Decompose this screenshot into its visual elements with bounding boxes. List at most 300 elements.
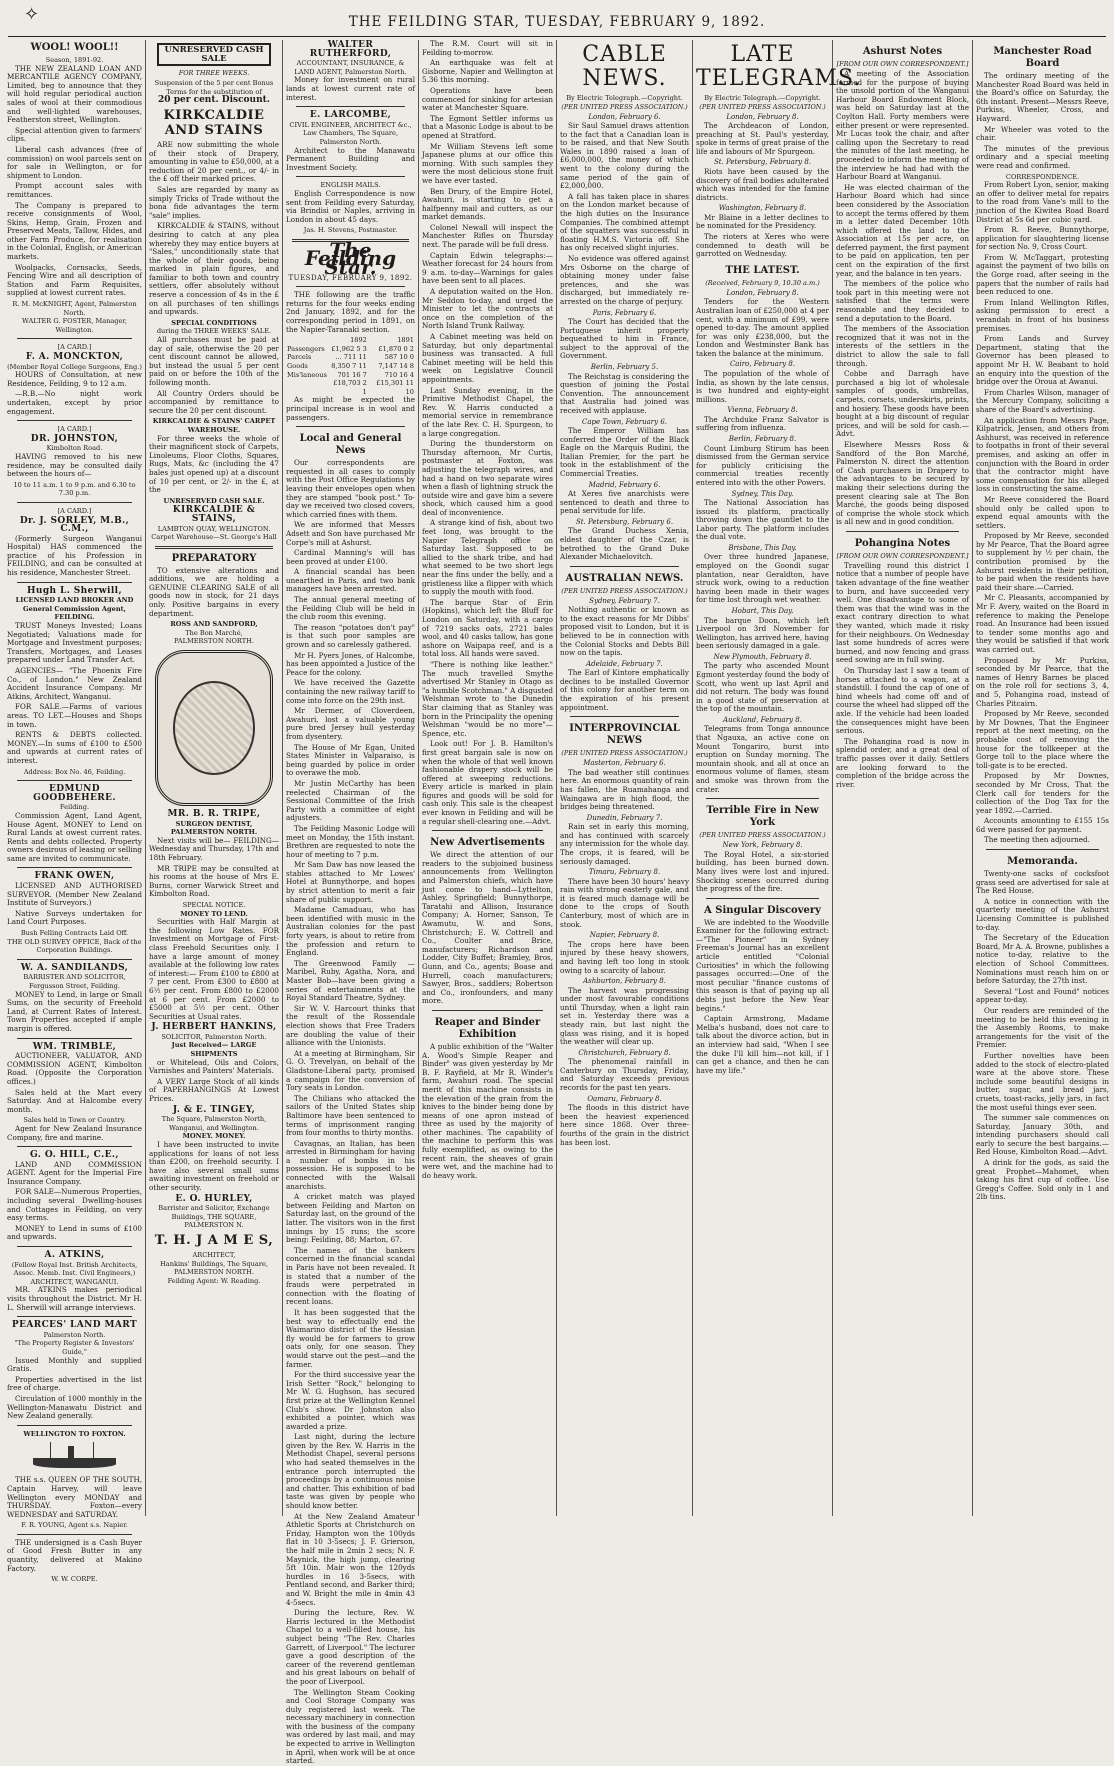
dateline-napier: Napier, February 8. <box>589 931 660 940</box>
dateline-madrid: Madrid, February 6. <box>588 480 661 489</box>
monckton-body: HOURS of Consultation, at new Residence, Feilding, 9 to 12 a.m. <box>7 370 142 388</box>
road-board-paragraph: Proposed by Mr Reeve, seconded by Mr Downes, That the Engineer report at the next meeting, on the probable cost of removing the house for the tollkeeper at the Gorge toll to the place where the toll-gate is to be erected. <box>976 709 1109 770</box>
masthead <box>0 0 1114 34</box>
traffic-cell: £18,703 2 1 <box>333 379 367 396</box>
traffic-cell: 710 16 4 <box>384 370 414 379</box>
rutherford-body: Money for investment on rural lands at lowest current rate of interest. <box>286 75 415 102</box>
local-paragraph: A financial scandal has been unearthed in Paris, and two bank managers have been arrested. <box>286 567 415 594</box>
thj-name: T. H. J A M E S, <box>154 1232 274 1248</box>
local-paragraph: Cavagnas, an Italian, has been arrested in Birmingham for having a number of bombs in his possession. He is supposed to be connected with the Walsall anarchists. <box>286 1138 415 1191</box>
local-paragraph: The House of Mr Egan, United States Minister in Valparaiso, is being guarded by police in order to overawe the mob. <box>286 742 415 778</box>
cable-paragraph: The Emperor William has conferred the Order of the Black Eagle on the Marquis Rudini, the Italian Premier, for the part he took in the establishment of the Commercial Treaties. <box>560 426 689 478</box>
local-paragraph: The annual general meeting of the Feilding Club will be held in the club room this evening. <box>286 595 415 622</box>
trimble-name: WM. TRIMBLE, <box>32 1041 117 1052</box>
traffic-header-cell: 1891 <box>397 336 414 345</box>
latest-heading: THE LATEST. <box>725 264 800 276</box>
editorial-dateline: TUESDAY, FEBRUARY 9, 1892. <box>288 273 413 282</box>
road-board-paragraph: The meeting then adjourned. <box>984 835 1090 845</box>
memoranda-paragraph: The summer sale commences on Saturday, January 30th, and intending purchasers should call early to secure the best bargains.—Red House, Kimbolton Road.—Advt. <box>976 1113 1109 1157</box>
dateline-cairo: Cairo, February 8. <box>729 360 796 369</box>
interprovincial-heading: INTERPROVINCIAL NEWS <box>569 723 680 747</box>
telegrams-byline: By Electric Telegraph.—Copyright. <box>704 94 821 102</box>
dateline-auckland: Auckland, February 8. <box>723 715 802 724</box>
unreserved-sale-heading: UNRESERVED CASH SALE <box>157 43 271 66</box>
sherwill-agencies: AGENCIES— "The Phoenix Fire Co., of London." New Zealand Accident Insurance Company. Mr Atkins, Architect, Wanganui. <box>7 666 142 701</box>
pearces-place: Palmerston North. <box>43 1330 106 1339</box>
memoranda-paragraph: Further novelties have been added to the stock of electro-plated ware at the above store. These include some beautiful designs in butter, sugar, and bread jars, cruets, toast-racks, jelly jars, in fact the most useful things ever seen. <box>976 1050 1109 1112</box>
local-paragraph: At a meeting at Birmingham, Sir G. O. Trevelyan, on behalf of the Gladstone-Liberal party, promised a campaign for the conversion of Tory seats in London. <box>286 1048 415 1093</box>
hankins-name: J. HERBERT HANKINS, <box>151 1022 277 1033</box>
rutherford-name: WALTER RUTHERFORD, <box>309 40 392 59</box>
conditions-heading: SPECIAL CONDITIONS <box>171 318 257 327</box>
memoranda-paragraph: The Secretary of the Education Board, Mr A. A. Browne, publishes a notice to-day, relative to the election of School Committees. Nominations must reach him on or before Saturday, the 27th inst. <box>976 933 1110 986</box>
telegram-paragraph: Count Limburg Stirum has been dismissed from the German service for publicly criticising the commercial treaties recently entered into with the other Powers. <box>696 443 829 487</box>
dateline-london: London, February 6. <box>588 112 661 121</box>
wool-company: The Company is prepared to receive consignments of Wool, Skins, Hemp, Grain, Frozen and Preserved Meats, Tallow, Hides, and other Farm Produce, for realisation in the Colonial, English, or American markets. <box>7 200 142 262</box>
pohangina-paragraph: On Thursday last I saw a team of horses attached to a wagon, at a standstill. I found the cap of one of hind wheels had come off and of course the wheel had slipped off the axle. If the vehicle had been loaded the consequences might have been serious. <box>836 666 969 736</box>
money2-body: I have been instructed to invite applications for loans of not less than £200, on freehold security. I have also several small sums awaiting investment on freehold or other security. <box>149 1140 279 1192</box>
road-board-paragraph: From W. McTaggart, protesting against the payment of two bills on the Gorge road, after seeing in the papers that the number of rails had been reduced to one. <box>976 252 1109 297</box>
masthead-rule <box>8 36 1106 37</box>
separator <box>17 1425 132 1426</box>
conditions-body: All purchases must be paid at day of sale, otherwise the 20 per cent discount cannot be allowed, but instead the usual 5 per cent paid on or before the 10th of the following month. <box>149 335 279 387</box>
goodbehere-place: Feilding. <box>59 803 90 812</box>
news-paragraph: An earthquake was felt at Gisborne, Napier and Wellington at 5.36 this morning. <box>422 58 553 85</box>
kirkcaldie-body: Sales are regarded by many as simply Tricks of Trade without the bona fide advantages the term "sale" implies. <box>149 184 279 220</box>
news-paragraph: Last Sunday evening, in the Primitive Methodist Chapel, the Rev. W. Harris conducted a memorial service in remembrance of the late Rev. C. H. Spurgeon, to a large congregation. <box>422 385 553 438</box>
separator <box>17 959 132 960</box>
news-paragraph: Look out! For J. B. Hamilton's first great bargain sale is now on when the whole of that well known fashionable drapery stock will be offered at sweeping reductions. Every article is marked in plain figures and goods will be sold for cash only. This sale is the cheapest ever known in Feilding and will be a regular shell-clearing one.—Advt. <box>422 739 553 826</box>
road-board-paragraph: The minutes of the previous ordinary and a special meeting were read and confirmed. <box>976 143 1109 170</box>
traffic-total-row <box>286 379 415 396</box>
traffic-cell: Parcels <box>287 353 312 362</box>
separator <box>17 1316 132 1317</box>
mails-signature: Jas. H. Stevens, Postmaster. <box>303 226 398 235</box>
pohangina-sub: [FROM OUR OWN CORRESPONDENT.] <box>836 551 969 560</box>
sandilands-body: MONEY to Lend, in large or Small Sums, on the security of Freehold Land, at Current Rates of Interest. Town Properties accepted if ample margin is offered. <box>7 989 142 1033</box>
separator <box>706 898 819 899</box>
australian-news-heading: AUSTRALIAN NEWS. <box>565 572 684 584</box>
dateline-adelaide: Adelaide, February 7. <box>586 659 663 668</box>
traffic-row <box>286 345 415 354</box>
steamer-body: THE s.s. QUEEN OF THE SOUTH, Captain Harvey, will leave Wellington every MONDAY and THURSDAY. Foxton—every WEDNESDAY and SATURDAY. <box>7 1475 142 1519</box>
carpet-body: For three weeks the whole of their magnificent stock of Carpets, Linoleums, Floor Cloths, Squares, Rugs, Mats, &c (including the 47 bales just opened up) at a discount of 10 per cent, or 2/- in the £, at the <box>149 433 279 495</box>
traffic-cell: ... 711 11 <box>335 353 367 362</box>
sandilands-name: W. A. SANDILANDS, <box>20 962 129 973</box>
pearces-issued: Issued Monthly and supplied Gratis. <box>7 1355 142 1374</box>
separator <box>17 780 132 781</box>
money-body: Securities with Half Margin at the following Low Rates. FOR Investment on Mortgage of First-class Freehold Securities only. I have a large amount of money available at the following low rates of interest:— From £100 to £800 at 7 per cent. From £300 to £800 at 6½ per cent. From £800 to £2000 at 6 per cent. From £2000 to £5000 at 5½ per cent. Other Securities at Usual rates. <box>149 917 279 1021</box>
dateline-cape: Cape Town, February 6. <box>582 417 667 426</box>
cable-news-heading: CABLE NEWS. <box>582 42 667 91</box>
separator <box>17 338 132 339</box>
dateline-new-plymouth: New Plymouth, February 8. <box>713 652 812 661</box>
telegram-paragraph: Tenders for the Western Australian loan of £250,000 at 4 per cent, with a minimum of £99, were opened to-day. The amount applied for was only £238,000, but the London and Westminster Bank has taken the balance at the minimum. <box>696 297 829 358</box>
road-board-paragraph: From Charles Wilson, manager of the Mercury Company, soliciting a share of the Board's advertising. <box>976 387 1109 414</box>
road-board-paragraph: Proposed by Mr Downes, seconded by Mr Cross, That the Clerk call for tenders for the collection of the Dog Tax for the year 1892.—Carried. <box>976 771 1109 815</box>
local-paragraph: The Wellington Steam Cooking and Cool Storage Company was duly registered last week. The necessary machinery in connection with the business of the company was ordered by last mail, and may be expected to arrive in Wellington in April, when work will be at once started. <box>286 1687 415 1766</box>
correspondence-heading: CORRESPONDENCE. <box>1005 172 1080 181</box>
local-paragraph: The names of the bankers concerned in the financial scandal in Paris have not been revealed. It is stated that a number of the frauds were perpetrated in connection with the floating of recent loans. <box>286 1245 415 1307</box>
interprovincial-assoc: (PER UNITED PRESS ASSOCIATION.) <box>561 749 688 758</box>
local-paragraph: We are informed that Messrs Adsett and Son have purchased Mr Corpe's mill at Ashurst. <box>286 520 415 547</box>
column-6 <box>693 40 862 1518</box>
memoranda-paragraph: Several "Lost and Found" notices appear to-day. <box>976 986 1109 1005</box>
sherwill-body: TRUST Moneys Invested; Loans Negotiated; Valuations made for Mortgage and Investment purposes; Transfers, Mortgages, and Leases prepared under Land Transfer Act. <box>7 621 142 665</box>
preparatory-body: TO extensive alterations and additions, we are holding a GENUINE CLEARING SALE of all goods now in stock, for 21 days only. Positive bargains in every department. <box>149 565 279 618</box>
johnston-hours: 10 to 11 a.m. 1 to 9 p.m. and 6.30 to 7.30 p.m. <box>13 480 136 498</box>
traffic-cell: £1,870 0 2 <box>378 344 414 353</box>
sherwill-name: Hugh L. Sherwill, <box>26 585 123 596</box>
separator <box>17 1534 132 1535</box>
cable-paragraph: The Court has decided that the Portuguese inherit property bequeathed to him in France, subject to the approval of the Government. <box>560 317 689 361</box>
telegram-paragraph: The Archdeacon of London, preaching at St. Paul's yesterday, spoke in terms of great praise of the life and labours of Mr Spurgeon. <box>696 121 830 156</box>
news-paragraph: The R.M. Court will sit in Feilding to-morrow. <box>422 39 553 57</box>
larcombe-name: E. LARCOMBE, <box>309 110 392 121</box>
ashurst-paragraph: Elsewhere Messrs Ross & Sandford of the Bon Marché, Palmerston N. direct the attention of Cash purchasers in Drapery to the advantages to be secured by making their selections during the present clearing sale at The Bon Marché, the goods being disposed of comprise the whole stock which is all new and in good condition. <box>836 439 969 527</box>
sorley-name: Dr. J. SORLEY, M.B., C.M., <box>19 515 130 535</box>
goodbehere-body: Commission Agent, Land Agent, House Agent. MONEY to Lend on Rural Lands at owest current rates. Rents and debts collected. Property owners desirous of leasing or selling same are invited to communicate. <box>7 810 142 863</box>
dateline-oamaru: Oamaru, February 8. <box>587 1094 662 1103</box>
telegram-paragraph: The rioters at Xeres who were condemned to death will be garrotted on Wednesday. <box>696 232 829 259</box>
hankins-shipments: Just Received— LARGE SHIPMENTS <box>171 1041 257 1059</box>
johnston-body: HAVING removed to his new residence, may be consulted daily between the hours of— <box>7 451 142 479</box>
kirkcaldie-body: KIRKCALDIE & STAINS, without desiring to catch at any plea whereby they may entice buyers at "Sales," unconditionally state that the whole of their goods, being marked in plain figures, and familiar to both town and country settlers, offer absolutely without reserve a concession of 4s in the £ on all purchases of ten shillings and upwards. <box>149 221 279 317</box>
local-paragraph: We have received the Gazette containing the new railway tariff to come into force on the 29th inst. <box>286 678 415 705</box>
fire-heading: Terrible Fire in New York <box>706 805 819 829</box>
steamer-heading: WELLINGTON TO FOXTON. <box>23 1429 126 1438</box>
column-5 <box>557 40 692 1518</box>
local-paragraph: Mr Justin McCarthy has been reelected Chairman of the Sessional Committee of the Irish Party with a committee of eight adjusters. <box>286 778 415 823</box>
cable-paragraph: The Earl of Kintore emphatically declines to be installed Governor of this colony for another term on the expiration of his present appointment. <box>560 668 689 712</box>
sorley-body: (Formerly Surgeon Wanganui Hospital) HAS commenced the practice of his Profession in FEILDING, and can be consulted at his residence, Manchester Street. <box>7 533 142 578</box>
column-3 <box>283 40 418 1766</box>
johnston-name: DR. JOHNSTON, <box>30 433 119 444</box>
traffic-row <box>286 371 415 380</box>
wool-heading: WOOL! WOOL!! <box>30 42 119 53</box>
news-paragraph: The barque Star of Erin (Hopkins), which left the Bluff for London on Saturday, with a cargo of 7219 sacks oats, 2721 bales wool, and 40 casks tallow, has gone ashore on Waipapa reef, and is a total loss. All hands were saved. <box>422 597 553 659</box>
separator <box>17 867 132 868</box>
pohangina-paragraph: The Pohangina road is now in splendid order, and a great deal of traffic passes over it daily. Settlers are looking forward to the completion of the bridge across the river. <box>836 736 969 789</box>
telegram-paragraph: The party who ascended Mount Egmont yesterday found the body of Scott, who went up last April and did not return. The body was found in a good state of preservation at the top of the mountain. <box>696 661 829 714</box>
separator <box>155 546 273 549</box>
country-orders: All Country Orders should be accompanied by remittance to secure the 20 per cent discount. <box>149 388 279 415</box>
preparatory-heading: PREPARATORY <box>171 552 257 564</box>
kirkcaldie-body: ARE now submitting the whole of their stock of Drapery, amounting in value to £50,000, at a reduction of 20 per cent., or 4/- in the £ off their marked prices. <box>149 139 279 184</box>
goodbehere-name: EDMUND GOODBEHERE. <box>33 784 116 803</box>
local-paragraph: Madame Camaduau, who has been identified with music in the Australian colonies for the past forty years, is about to retire from the profession and return to England. <box>286 905 415 958</box>
telegram-paragraph: Riots have been caused by the discovery of frail bodies adulterated which was intended for the famine districts. <box>696 166 829 202</box>
dateline-london: London, February 8. <box>726 288 799 297</box>
pearces-guide: "The Property Register & Investors' Guide," <box>14 1339 135 1356</box>
traffic-intro: THE following are the traffic returns for the four weeks ending 2nd January, 1892, and for the corresponding period in 1891, on the Napier-Taranaki section. <box>286 290 415 334</box>
separator <box>296 176 405 177</box>
column-8 <box>973 40 1112 1518</box>
local-news-heading: Local and General News <box>299 433 402 457</box>
trimble-country: Sales held in Town or Country. <box>23 1116 126 1125</box>
traffic-row <box>286 362 415 371</box>
newspaper-title: THE FEILDING STAR, TUESDAY, FEBRUARY 9, 1892. <box>348 14 766 30</box>
cable-paragraph: The harvest was progressing under most favourable conditions until Thursday, when a light rain set in. Yesterday there was a steady rain, but last night the glass was rising, and it is hoped the weather will clear up. <box>560 985 689 1047</box>
hill-sale: FOR SALE—Numerous Properties, including several Dwelling-houses and Cottages in Feilding, on very easy terms. <box>7 1187 142 1223</box>
atkins-name: A. ATKINS, <box>44 1250 105 1261</box>
cable-paragraph: The Reichstag is considering the question of joining the Postal Convention. The announcement that Australia had joined was received with applause. <box>560 371 689 415</box>
dateline-masterton: Masterton, February 6. <box>583 759 666 768</box>
dateline-hobart: Hobart, This Day. <box>731 607 794 616</box>
traffic-table <box>286 336 415 396</box>
road-board-paragraph: From Lands and Survey Department, stating that the Governor has been pleased to appoint Mr H. W. Beabant to hold an enquiry into the question of the bridge over the Oroua at Awanui. <box>976 334 1109 387</box>
owen-body: LICENSED AND AUTHORISED SURVEYOR. (Member New Zealand Institute of Surveyors.) <box>7 881 142 908</box>
sherwill-title: LICENSED LAND BROKER AND General Commission Agent, FEILDING. <box>15 596 134 622</box>
kirkcaldie-heading: KIRKCALDIE AND STAINS <box>163 107 265 138</box>
cable-paragraph: Sir Saul Samuel draws attention to the fact that a Canadian loan is to be raised, and that New South Wales in 1890 raised a loan of £6,000,000, the money of which went to the colony during the same period of the gain of £2,000,000. <box>560 121 689 191</box>
traffic-cell: Goods <box>287 362 308 370</box>
traffic-cell: 7,147 14 8 <box>378 362 414 370</box>
news-paragraph: Captain Edwin telegraphs:—Weather forecast for 24 hours from 9 a.m. to-day—Warnings for gales have been sent to all places. <box>422 250 553 286</box>
news-paragraph: During the thunderstorm on Thursday afternoon, Mr Curtis, postmaster at Foxton, was adjusting the telegraph wires, and had a hand on two separate wires when a flash of lightning struck the outside wire and gave him a severe shock, which caused him a good deal of inconvenience. <box>422 439 553 517</box>
separator <box>17 1038 132 1039</box>
dateline-paris: Paris, February 6. <box>592 308 657 317</box>
local-paragraph: The Greenwood Family — Maribel, Ruby, Agatha, Nora, and Master Bob—have been giving a series of entertainments at the Royal Standard Theatre, Sydney. <box>286 958 415 1003</box>
corpe-signature: W. W. CORPE. <box>51 1575 98 1584</box>
road-board-paragraph: From Robert Lyon, senior, making an offer to deliver metal for repairs to the road from Vane's mill to the junction of the Kiwitea Road Board District at 5s 6d per cubic yard. <box>976 180 1109 224</box>
separator <box>17 1146 132 1147</box>
ashurst-paragraph: The members of the police who took part in this meeting were not satisfied that the terms were reasonable and they decided to send a deputation to the Board. <box>836 279 969 323</box>
cable-paragraph: Rain set in early this morning, and has continued with scarcely any intermission for the whole day. The crops, it is feared, will be seriously damaged. <box>560 822 689 866</box>
column-2 <box>146 40 282 1518</box>
cable-paragraph: At Xeres five anarchists were sentenced to death and three to penal servitude for life. <box>560 489 689 516</box>
hurley-name: E. O. HURLEY, <box>175 1193 253 1204</box>
local-paragraph: Our correspondents are requested in all cases to comply with the Post Office Regulations by leaving their envelopes open when they are stamped "book post." To-day we received two closed covers, which carried fines with them. <box>286 458 415 519</box>
money2-heading: MONEY. MONEY. <box>182 1132 246 1141</box>
dateline-brisbane: Brisbane, This Day. <box>728 543 797 552</box>
telegram-paragraph: The Royal Hotel, a six-storied building, has been burned down. Many lives were lost and injured. Shocking scenes occurred during the progress of the fire. <box>696 849 829 894</box>
dateline-vienna: Vienna, February 8. <box>727 406 798 415</box>
sherwill-address: Address: Box No. 46, Feilding. <box>23 767 126 776</box>
cable-paragraph: Nothing authentic or known as to the exact reasons for Mr Dibbs' proposed visit to London, but it is believed to be in connection with the Colonial Stocks and Debts Bill now on the tapis. <box>560 605 689 658</box>
survey-office: THE OLD SURVEY OFFICE, Back of the Corporation Buildings. <box>7 937 142 955</box>
dateline-st-petersburg: St. Petersburg, February 8. <box>713 158 812 167</box>
mails-heading: ENGLISH MAILS. <box>320 181 381 190</box>
wool-prompt: Prompt account sales with remittances. <box>7 181 142 199</box>
memoranda-heading: Memoranda. <box>1007 856 1078 868</box>
dateline-london: London, February 8. <box>726 112 799 121</box>
ashurst-paragraph: A meeting of the Association formed for the purpose of buying the unsold portion of the Wanganui Harbour Board Endowment Block, was held on Saturday last at the Coylton Hall. Forty members were either present or were represented. Mr Lucas took the chair, and after calling upon the Secretary to read the minutes of the last meeting, he proceeded to inform the meeting of the interview he had had with the Harbour Board at Wanganui. <box>836 69 969 182</box>
local-paragraph: Sir W. V. Harcourt thinks that the result of the Rossendale election shows that Free Traders are doubling the value of their alliance with the Unionists. <box>286 1003 415 1048</box>
johnston-place: Kimbolton Road. <box>46 444 103 453</box>
local-paragraph: The reason "potatoes don't pay" is that such poor samples are grown and so carelessly gathered. <box>286 622 415 650</box>
telegram-paragraph: Telegrams from Tonga announce that Ngauxa, an active cone on Mount Tongariro, burst into eruption on Sunday morning. The mountain shook, and all at once an enormous volume of flames, steam and smoke was thrown from the crater. <box>696 724 829 794</box>
australian-assoc: (PER UNITED PRESS ASSOCIATION.) <box>561 586 688 595</box>
sale-intro: Suspension of the 5 per cent Bonus Terms for the substitution of <box>154 79 274 96</box>
dateline-berlin: Berlin, February 8. <box>728 435 797 444</box>
steamer-illustration <box>13 1442 136 1472</box>
sherwill-farms: FOR SALE.—Farms of various areas. TO LET.—Houses and Shops in town. <box>7 702 142 729</box>
local-paragraph: The Feilding Masonic Lodge will meet on Monday, the 15th instant. Brethren are requested to note the hour of meeting to 7 p.m. <box>286 823 415 859</box>
unreserved-sale-sub: FOR THREE WEEKS. <box>178 69 250 78</box>
thj-address: Hankins' Buildings, The Square, PALMERSTON NORTH. <box>160 1259 268 1277</box>
memoranda-paragraph: A drink for the gods, as said the great Prophet—Mahomet, when taking his first cup of coffee. Use Gregg's Coffee. Sold only in 1 and 2lb tins. <box>976 1158 1109 1202</box>
dateline-sydney: Sydney, This Day. <box>731 489 794 498</box>
owen-name: FRANK OWEN, <box>34 871 115 882</box>
traffic-cell <box>286 379 328 396</box>
hankins-title: SOLICITOR, Palmerston North. <box>161 1032 267 1041</box>
atkins-body: (Fellow Royal Inst. British Architects, Assoc. Memb. Inst. Civil Engineers,) ARCHITECT, WANGANUI. <box>11 1260 138 1286</box>
cable-paragraph: A fall has taken place in shares on the London market because of the high duties on the Insurance Companies. The combined attempt of the squatters was successful in floating H.M.S. Victoria off. She has only received slight injuries. <box>560 191 689 253</box>
telegram-paragraph: Mr Blaine in a letter declines to be nominated for the Presidency. <box>696 212 829 231</box>
sandilands-title: BARRISTER AND SOLICITOR, Fergusson Street, Feilding. <box>23 973 126 990</box>
wool-advances: Special attention given to farmers' clips. <box>7 125 142 144</box>
cable-paragraph: The bad weather still continues here. An enormous quantity of rain has fallen, the Ruamahanga and Waingawa are in high flood, the bridges being threatened. <box>560 767 689 812</box>
news-paragraph: A deputation waited on the Hon. Mr Seddon to-day, and urged the Minister to let the contracts at once on the completion of the North Island Trunk Railway. <box>422 287 553 331</box>
tingey-place: The Square, Palmerston North, Wanganui, and Wellington. <box>161 1115 267 1132</box>
card-label: [A CARD.] <box>57 425 92 434</box>
trimble-body: AUCTIONEER, VALUATOR, AND COMMISSION AGENT, Kimbolton Road. (Opposite the Corporation offices.) <box>7 1051 142 1086</box>
hill-money: MONEY to Lend in sums of £100 and upwards. <box>7 1223 142 1242</box>
wool-stock: Woolpacks, Cornsacks, Seeds, Fencing Wire and all description of Station and Farm Requisites, supplied at lowest current rates. <box>7 262 142 298</box>
road-board-paragraph: Accounts amounting to £155 15s 6d were passed for payment. <box>976 816 1109 834</box>
cable-paragraph: There have been 30 hours' heavy rain with strong easterly gale, and it is feared much damage will be done to the crops of South Canterbury, most of which are in stook. <box>560 876 689 929</box>
news-paragraph: Mr William Stevens left some Japanese plums at our office this morning. With such samples they were the most delicious stone fruit we have ever tasted. <box>422 141 553 185</box>
card-label: [A CARD.] <box>57 343 92 352</box>
memoranda-paragraph: Our readers are reminded of the meeting to be held this evening in the Assembly Rooms, to make arrangements for the visit of the Premier. <box>976 1005 1109 1050</box>
local-paragraph: Last night, during the lecture given by the Rev. W. Harris in the Methodist Chapel, several persons who had seated themselves in the entrance porch interrupted the proceedings by a continuous noise and chatter. This exhibition of bad taste was given by people who should know better. <box>286 1432 415 1511</box>
dateline-christchurch: Christchurch, February 8. <box>578 1048 671 1057</box>
pearces-name: PEARCES' LAND MART <box>11 1320 138 1331</box>
memoranda-paragraph: A notice in connection with the quarterly meeting of the Ashurst Licensing Committee is published to-day. <box>976 896 1109 932</box>
road-board-paragraph: Mr Wheeler was voted to the chair. <box>976 124 1109 143</box>
dateline-dunedin: Dunedin, February 7. <box>586 813 663 822</box>
separator <box>432 830 543 831</box>
ross-town: PALMERSTON NORTH. <box>174 637 254 646</box>
carpet-warehouse: Carpet Warehouse—St. George's Hall <box>151 533 277 542</box>
steamer-agent: F. R. YOUNG, Agent s.s. Napier. <box>21 1521 128 1530</box>
telegrams-assoc: (PER UNITED PRESS ASSOCIATION.) <box>699 102 826 111</box>
tingey-name: J. & E. TINGEY, <box>172 1104 256 1115</box>
road-board-paragraph: Proposed by Mr Purkiss, seconded by Mr Pearce, that the names of Henry Barnes be placed on the role roll for sections 3, 4, and 5, Pohangina road, instead of Charles Pitcairn. <box>976 655 1109 708</box>
road-board-paragraph: Mr C. Pleasants, accompanied by Mr F. Avery, waited on the Board in reference to making the Penelope road. An Insurance had been issued to tender some months ago and they would be satisfied if that work was carried out. <box>976 593 1109 654</box>
column-7 <box>833 40 972 1518</box>
news-paragraph: Colonel Newall will inspect the Manchester Rifles on Thursday next. The parade will be full dress. <box>422 222 553 250</box>
wool-cash: Liberal cash advances (free of commission) on wool parcels sent on for sale in Wellington, or for shipment to London. <box>7 144 142 180</box>
local-paragraph: It has been suggested that the best way to effectually end the Waimarino district of the Hessian fly would be for farmers to grow oats only, for one season. They would starve out the pest—and the farmer. <box>286 1307 415 1369</box>
traffic-cell: £1,962 5 3 <box>331 344 367 353</box>
cable-assoc: (PER UNITED PRESS ASSOCIATION.) <box>561 102 688 111</box>
ashurst-heading: Ashurst Notes <box>862 46 943 57</box>
thj-agent: Feilding Agent: W. Reading. <box>167 1276 261 1285</box>
news-paragraph: "There is nothing like leather." The much travelled Smythe advertised Mr Stanley in Otago as "a humble Scotchman." A disgusted Welshman wrote to the Dunedin Star claiming that as Stanley was born in the Principality the opening Welshman "would be no more"—Spence, etc. <box>422 659 553 738</box>
telegram-paragraph: Over three hundred Japanese, employed on the Goondi sugar plantation, near Geraldton, have struck work, owing to a reduction having been made in their wages for time lost through wet weather. <box>696 552 829 605</box>
dateline-sydney: Sydney, February 7. <box>589 596 660 605</box>
ashurst-paragraph: The members of the Association recognized that it was not in the interests of the settlers in the district to allow the sale to fall through. <box>836 324 969 368</box>
wool-signature: R. M. McKNIGHT, Agent, Palmerston North. <box>12 300 137 317</box>
traffic-row <box>286 353 415 362</box>
monckton-name: F. A. MONCKTON, <box>25 352 124 362</box>
hill-name: G. O. HILL, C.E., <box>30 1150 119 1161</box>
trimble-sales: Sales held at the Mart every Saturday. And at Halcombe every month. <box>7 1087 142 1114</box>
separator <box>296 106 405 107</box>
local-paragraph: During the lecture, Rev. W. Harris lectured in the Methodist Chapel to a well-filled house, his subject being "The Rev. Charles Garrett, of Liverpool." The lecturer gave a good description of the career of the reverend gentleman and his great labours on behalf of the poor of Liverpool. <box>286 1608 415 1686</box>
traffic-note: As might be expected the principal increase is in wool and passengers. <box>286 395 415 422</box>
dateline-berlin: Berlin, February 5. <box>590 363 659 372</box>
traffic-cell: Mis'laneous <box>287 370 327 379</box>
card-label: [A CARD.] <box>57 506 92 515</box>
local-paragraph: Mr Dermer, of Cloverdeen, Awahuri, lost a valuable young pure bred Jersey bull yesterday from dysentery. <box>286 706 415 741</box>
paperhangings: A VERY Large Stock of all kinds of PAPERHANGINGS At Lowest Prices. <box>149 1076 279 1104</box>
traffic-cell: 587 10 0 <box>384 353 414 362</box>
wool-intro: THE NEW ZEALAND LOAN AND MERCANTILE AGENCY COMPANY, Limited, beg to announce that they will hold regular periodical auction sales of wool at their commodious and well-lighted warehouses, Featherston street, Wellington. <box>7 63 142 125</box>
monckton-note: —R.B.—No night work undertaken, except by prior engagement. <box>7 389 142 416</box>
rutherford-title: ACCOUNTANT, INSURANCE, & LAND AGENT, Palmerston North. <box>294 59 407 76</box>
cable-paragraph: The floods in this district have been the heaviest experienced here since 1868. Over three-fourths of the grain in the district has been lost. <box>560 1103 689 1147</box>
road-board-paragraph: An application from Messrs Page, Kilpatrick, Jensen, and others from Ashhurst, was received in reference to footpaths in front of their several premises, and asking an offer in conjunction with the Board in order that the contractor might have some compensation for his alleged loss in constructing the same. <box>976 415 1109 494</box>
reaper-body: A public exhibition of the "Walter A. Wood's Simple Reaper and Binder" was given yesterday by Mr B. F. Rayfield, at Mr R. Winder's farm, Awahuri road. The special merit of this machine consists in the elevation of the grain from the knives to the binder being done by means of one apron instead of three as used by the majority of other machines. The capability of the machine to perform this was fully exemplified, as owing to the recent rain, the sheaves of grain were wet, and the machine had to do heavy work. <box>422 1041 553 1180</box>
traffic-header-row <box>286 336 415 345</box>
separator <box>17 1246 132 1247</box>
traffic-cell: 701 16 7 <box>337 370 367 379</box>
memoranda-paragraph: Twenty-one sacks of cocksfoot grass seed are advertised for sale at The Red House. <box>976 869 1109 896</box>
column-1 <box>4 40 145 1584</box>
page-mark: ✧ <box>24 4 41 25</box>
star-title: The Feilding Star. <box>304 237 397 280</box>
telegram-paragraph: The National Association has issued its platform, practically throwing down the gauntlet to the Labor party. The platform includes the dual vote. <box>696 498 829 542</box>
latest-time: (Received, February 9, 10.30 a.m.) <box>705 278 820 287</box>
road-board-heading: Manchester Road Board <box>993 46 1092 69</box>
telegram-paragraph: The population of the whole of India, as shown by the late census, is two hundred and eighty-eight millions. <box>696 368 829 404</box>
wool-signature: WALTER G. FOSTER, Manager, Wellington. <box>22 317 127 334</box>
cable-paragraph: The crops here have been injured by these heavy showers, and having left too long in stook owing to a scarcity of labour. <box>560 939 689 975</box>
separator <box>17 582 132 583</box>
owen-native: Native Surveys undertaken for Land Court Purposes. <box>7 908 142 927</box>
traffic-header-cell <box>286 336 328 345</box>
traffic-header-cell: 1892 <box>350 336 367 345</box>
ashurst-sub: [FROM OUR OWN CORRESPONDENT.] <box>836 60 969 68</box>
road-board-paragraph: Proposed by Mr Reeve, seconded by Mr Pearce, That the Board agree to supplement by ½ per chain, the contribution promised by the Ashurst residents in their petition, to be paid when the residents have paid their share.—Carried. <box>976 531 1109 592</box>
tripe-name: MR. B. R. TRIPE, <box>167 809 261 820</box>
cable-paragraph: No evidence was offered against Mrs Osborne on the charge of obtaining money under false pretences, and she was discharged, but immediately re-arrested on the charge of perjury. <box>560 254 689 306</box>
discovery-paragraph: Captain Armstrong, Madame Melba's husband, does not care to talk about the divorce action, but in an interview had said, "When I see the duke I'll kill him—not kill, if I can get a chance, and then he can have my life." <box>696 1014 829 1075</box>
road-board-paragraph: Mr Reeve considered the Board should only be called upon to expend equal amounts with the settlers. <box>976 494 1109 530</box>
special-notice: SPECIAL NOTICE. <box>182 900 246 909</box>
news-paragraph: A strange kind of fish, about two feet long, was brought to the Napier Telegraph office on Saturday last. Supposed to be allied to the shark tribe, and had what seemed to be two short legs near the fins under the belly, and a gristleness like a flipper with which to supply the mouth with food. <box>422 518 553 597</box>
news-paragraph: Operations have been commenced for sinking for artesian water at Manchester Square. <box>422 85 553 113</box>
pohangina-heading: Pohangina Notes <box>854 537 951 549</box>
local-paragraph: For the third successive year the Irish Setter "Rock," belonging to Mr W. G. Hughson, has secured first prize at the Wellington Kennel Club's show. Dr Johnston also exhibited a pointer, which was awarded a prize. <box>286 1370 415 1431</box>
local-paragraph: Mr H. Pyers Jones, of Halcombe, has been appointed a Justice of the Peace for the colony. <box>286 650 415 677</box>
separator <box>17 502 132 503</box>
corpe-body: THE undersigned is a Cash Buyer of Good Fresh Butter in any quantity, delivered at Makino Factory. <box>7 1537 142 1573</box>
local-paragraph: The Chilians who attacked the sailors of the United States ship Baltimore have been sentenced to terms of imprisonment ranging from four months to thirty months. <box>286 1093 415 1138</box>
fire-assoc: (PER UNITED PRESS ASSOCIATION.) <box>699 831 826 840</box>
local-paragraph: A cricket match was played between Feilding and Marton on Saturday last, on the ground of the latter. The visitors won in the first innings by 15 runs; the score being: Feilding, 88; Marton, 67. <box>286 1192 415 1245</box>
unreserved-line: UNRESERVED CASH SALE. <box>163 496 265 505</box>
wool-season: Season, 1891-92. <box>45 56 104 64</box>
road-board-paragraph: From Inland Wellington Rifles, asking permission to erect a verandah in front of his business premises. <box>976 297 1109 333</box>
hurley-title: Barrister and Solicitor, Exchange Buildings, THE SQUARE, PALMERSTON N. <box>158 1204 270 1230</box>
separator <box>296 426 405 427</box>
mails-body: English Correspondence is now sent from Feilding every Saturday, via Brindisi or Naples, arriving in London in about 45 days. <box>286 188 415 224</box>
discovery-paragraph: We are indebted to the Woodville Examiner for the following extract:—"The Pioneer" in Sydney Freeman's Journal has an excellent article entitled "Colonial Curiosities" in which the following passages occurred:—One of the most peculiar "finance customs of this season is that of paying up all debts just before the New Year begins." <box>696 917 829 1013</box>
separator <box>846 531 959 532</box>
dateline-st-petersburg: St. Petersburg, February 6. <box>575 517 674 526</box>
separator <box>296 286 405 287</box>
atkins-note: MR. ATKINS makes periodical visits throughout the District. Mr H. L. Sherwill will arrange interviews. <box>7 1285 142 1312</box>
separator <box>432 1010 543 1011</box>
new-advertisements-heading: New Advertisements <box>430 837 545 849</box>
pearces-props: Properties advertised in the list free of charge. <box>7 1374 142 1393</box>
column-4 <box>419 40 556 1518</box>
local-paragraph: Mr Sam Daw has now leased the stables attached to Mr Lowes' Hotel at Bunnythorpe, and hopes by strict attention to merit a fair share of public support. <box>286 860 415 904</box>
